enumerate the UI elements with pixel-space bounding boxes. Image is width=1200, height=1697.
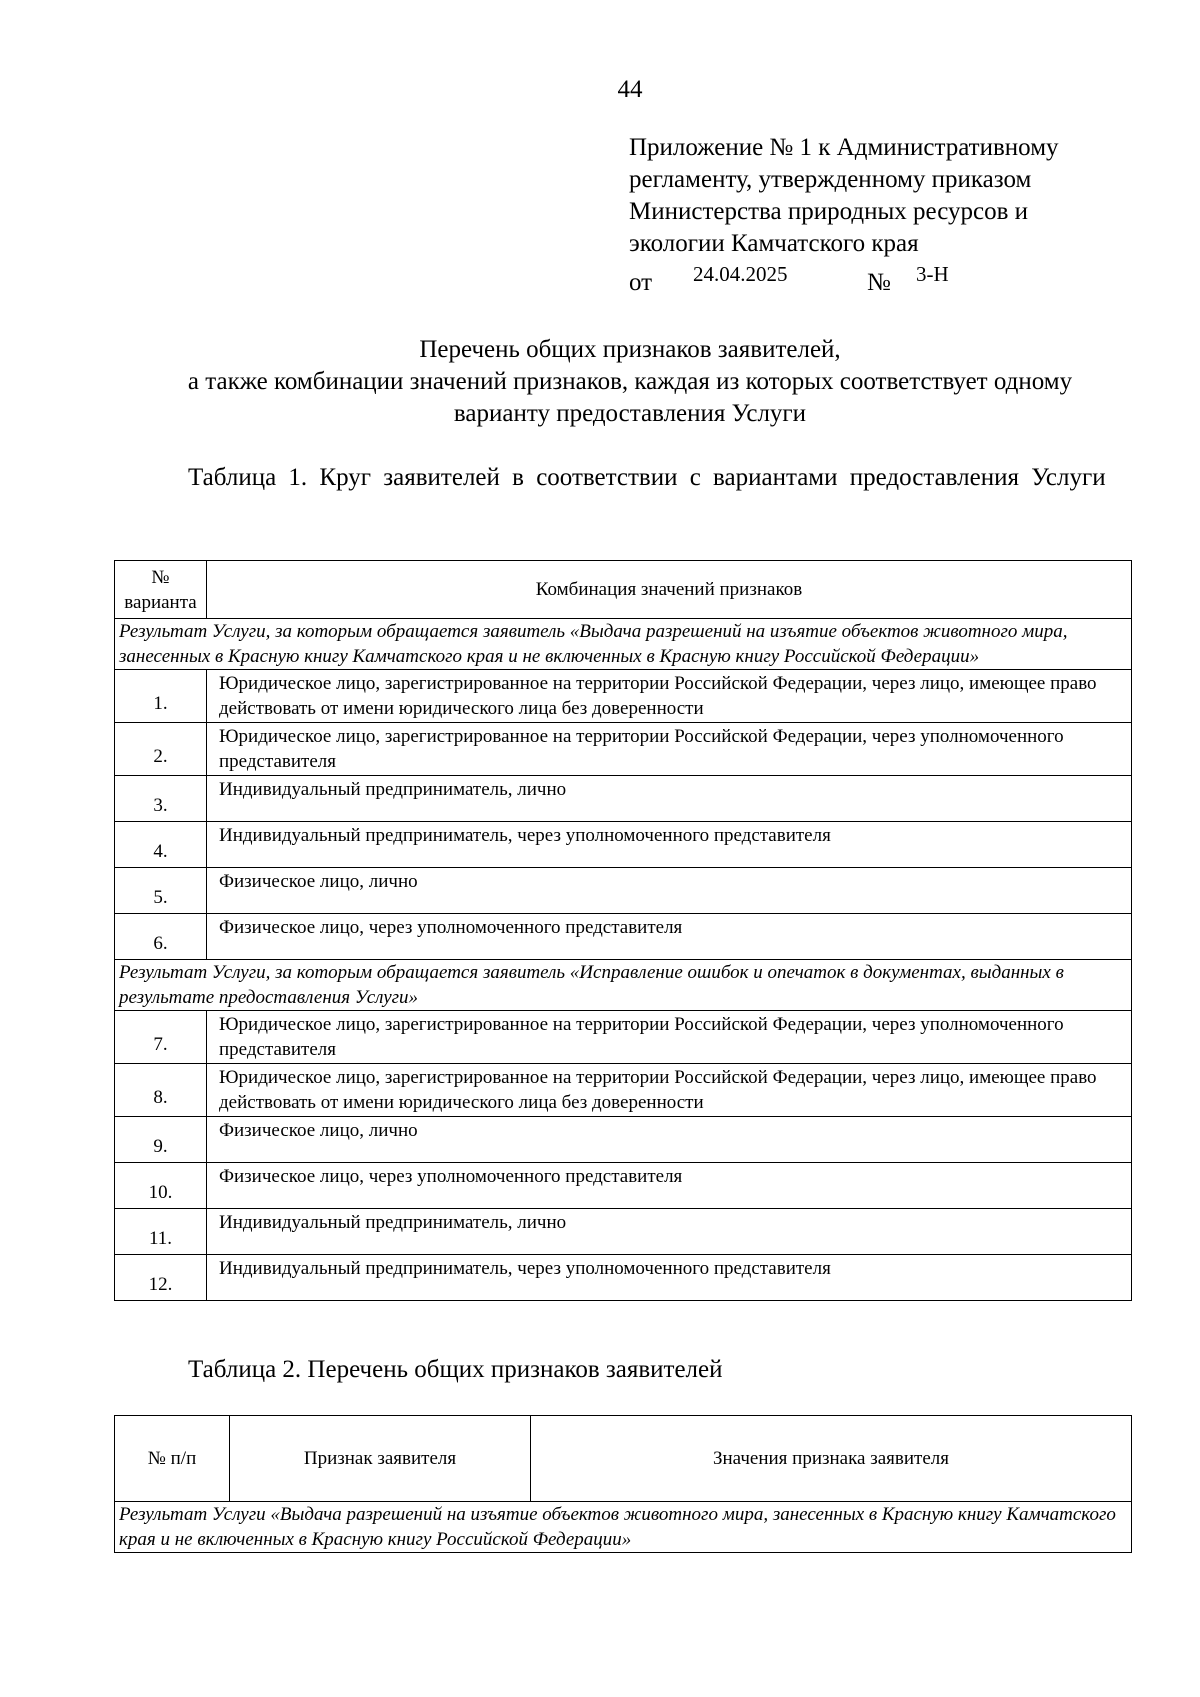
- section-cell: Результат Услуги «Выдача разрешений на изъятие объектов животного мира, занесенных в Красную книгу Камчатского края и не включенных в Красную книгу Российской Федерации»: [115, 1502, 1132, 1553]
- table-row: [115, 868, 1132, 914]
- variant-number: 3.: [115, 776, 207, 822]
- variant-text: Юридическое лицо, зарегистрированное на территории Российской Федерации, через уполномоченного представителя: [207, 723, 1132, 776]
- variant-number: 1.: [115, 670, 207, 723]
- order-number-sign: №: [867, 269, 891, 296]
- variant-text: Индивидуальный предприниматель, через уполномоченного представителя: [207, 1255, 1132, 1301]
- table-row: [115, 1255, 1132, 1301]
- header-number: № п/п: [115, 1416, 230, 1502]
- table-header-row: [115, 1416, 1132, 1502]
- table-row: [115, 914, 1132, 960]
- variant-number: 4.: [115, 822, 207, 868]
- variant-number: 8.: [115, 1064, 207, 1117]
- variant-number: 7.: [115, 1011, 207, 1064]
- variant-number: 5.: [115, 868, 207, 914]
- variant-number: 12.: [115, 1255, 207, 1301]
- table-row: [115, 1209, 1132, 1255]
- header-num-line: варианта: [124, 591, 197, 613]
- appendix-line: Министерства природных ресурсов и: [629, 198, 1029, 225]
- variant-text: Физическое лицо, через уполномоченного представителя: [207, 914, 1132, 960]
- table-row: [115, 723, 1132, 776]
- section-row: [115, 619, 1132, 670]
- variant-text: Индивидуальный предприниматель, лично: [207, 1209, 1132, 1255]
- variant-text: Индивидуальный предприниматель, через уполномоченного представителя: [207, 822, 1132, 868]
- table-row: [115, 1064, 1132, 1117]
- order-date: 24.04.2025: [693, 262, 788, 286]
- order-reference: [629, 261, 1149, 296]
- applicants-table: [114, 560, 1132, 1301]
- variant-text: Физическое лицо, лично: [207, 868, 1132, 914]
- table-row: [115, 1117, 1132, 1163]
- title-line: Перечень общих признаков заявителей,: [419, 336, 841, 363]
- section-cell: Результат Услуги, за которым обращается заявитель «Исправление ошибок и опечаток в документах, выданных в результате предоставления Услуги»: [115, 960, 1132, 1011]
- table2-caption: Таблица 2. Перечень общих признаков заявителей: [188, 1356, 723, 1383]
- table-row: [115, 1011, 1132, 1064]
- appendix-line: регламенту, утвержденному приказом: [629, 166, 1032, 193]
- variant-text: Юридическое лицо, зарегистрированное на территории Российской Федерации, через уполномоченного представителя: [207, 1011, 1132, 1064]
- header-num-line: №: [151, 566, 170, 588]
- header-values: Значения признака заявителя: [531, 1416, 1132, 1502]
- table-row: [115, 670, 1132, 723]
- header-attribute: Признак заявителя: [230, 1416, 531, 1502]
- variant-text: Юридическое лицо, зарегистрированное на территории Российской Федерации, через лицо, имеющее право действовать от имени юридического лица без доверенности: [207, 1064, 1132, 1117]
- variant-text: Юридическое лицо, зарегистрированное на территории Российской Федерации, через лицо, имеющее право действовать от имени юридического лица без доверенности: [207, 670, 1132, 723]
- document-title: [114, 334, 1146, 430]
- section-row: [115, 1502, 1132, 1553]
- order-from-label: от: [629, 269, 653, 296]
- table-row: [115, 776, 1132, 822]
- section-row: [115, 960, 1132, 1011]
- variant-text: Физическое лицо, через уполномоченного представителя: [207, 1163, 1132, 1209]
- variant-text: Физическое лицо, лично: [207, 1117, 1132, 1163]
- table-row: [115, 1163, 1132, 1209]
- variant-number: 2.: [115, 723, 207, 776]
- page-number: 44: [617, 76, 643, 103]
- variant-number: 10.: [115, 1163, 207, 1209]
- appendix-line: экологии Камчатского края: [629, 230, 919, 257]
- applicant-attributes-table: [114, 1415, 1132, 1553]
- header-combination: Комбинация значений признаков: [207, 561, 1132, 619]
- header-variant-number: [115, 561, 207, 619]
- variant-number: 6.: [115, 914, 207, 960]
- table-row: [115, 822, 1132, 868]
- appendix-block: [629, 132, 1149, 296]
- variant-text: Индивидуальный предприниматель, лично: [207, 776, 1132, 822]
- table-header-row: [115, 561, 1132, 619]
- variant-number: 11.: [115, 1209, 207, 1255]
- appendix-line: Приложение № 1 к Административному: [629, 134, 1059, 161]
- variant-number: 9.: [115, 1117, 207, 1163]
- section-cell: Результат Услуги, за которым обращается заявитель «Выдача разрешений на изъятие объектов животного мира, занесенных в Красную книгу Камчатского края и не включенных в Красную книгу Российской Федерации»: [115, 619, 1132, 670]
- title-line: а также комбинации значений признаков, каждая из которых соответствует одному: [187, 368, 1073, 395]
- table1-caption: Таблица 1. Круг заявителей в соответствии с вариантами предоставления Услуги: [188, 464, 1106, 491]
- title-line: варианту предоставления Услуги: [453, 400, 807, 427]
- order-number: 3-Н: [916, 262, 949, 286]
